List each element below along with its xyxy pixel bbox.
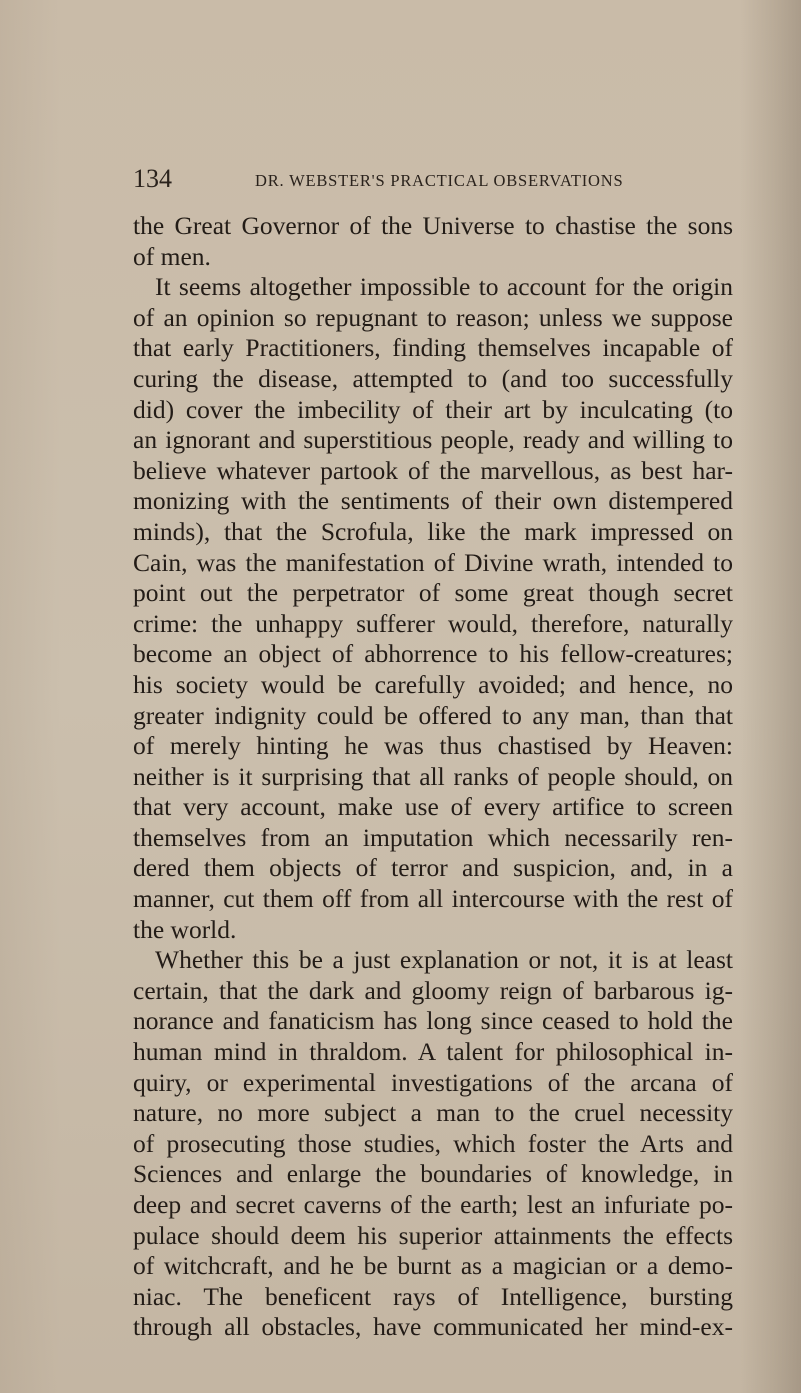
body-text (133, 211, 733, 1343)
text-line: human mind in thraldom. A talent for philosophical in- (133, 1037, 733, 1067)
page-number: 134 (133, 164, 172, 193)
text-line: that very account, make use of every artifice to screen (133, 792, 733, 822)
text-line: the Great Governor of the Universe to chastise the sons (133, 211, 733, 240)
text-line: pulace should deem his superior attainments the effects (133, 1220, 733, 1250)
running-head-title: DR. WEBSTER'S PRACTICAL OBSERVATIONS (255, 171, 624, 190)
text-line: greater indignity could be offered to any man, than that (133, 700, 733, 730)
text-line: crime: the unhappy sufferer would, therefore, naturally (133, 608, 733, 638)
text-line: Sciences and enlarge the boundaries of knowledge, in (133, 1159, 733, 1189)
text-line: themselves from an imputation which necessarily ren- (133, 822, 733, 852)
running-head (133, 160, 733, 196)
text-line: an ignorant and superstitious people, ready and willing to (133, 425, 733, 455)
text-line: of merely hinting he was thus chastised by Heaven: (133, 731, 733, 761)
paragraph-start-line: It seems altogether impossible to account for the origin (155, 272, 733, 302)
paragraph-start-line: Whether this be a just explanation or not, it is at least (155, 945, 733, 975)
text-line: of men. (133, 241, 211, 271)
text-line: nature, no more subject a man to the cruel necessity (133, 1098, 733, 1128)
text-line: that early Practitioners, finding themselves incapable of (133, 333, 733, 363)
text-line: of an opinion so repugnant to reason; unless we suppose (133, 302, 733, 332)
text-line: dered them objects of terror and suspicion, and, in a (133, 853, 733, 883)
text-line: believe whatever partook of the marvellous, as best har- (133, 455, 733, 485)
text-line: become an object of abhorrence to his fellow-creatures; (133, 639, 733, 669)
text-line: point out the perpetrator of some great though secret (133, 578, 733, 608)
text-line: manner, cut them off from all intercourse with the rest of (133, 884, 733, 914)
text-line: monizing with the sentiments of their own distempered (133, 486, 733, 516)
text-line: through all obstacles, have communicated her mind-ex- (133, 1312, 733, 1342)
text-line: of witchcraft, and he be burnt as a magician or a demo- (133, 1251, 733, 1281)
text-line: norance and fanaticism has long since ceased to hold the (133, 1006, 733, 1036)
text-line: the world. (133, 914, 237, 944)
text-line: of prosecuting those studies, which foster the Arts and (133, 1128, 733, 1158)
text-line: curing the disease, attempted to (and too successfully (133, 363, 733, 393)
text-line: niac. The beneficent rays of Intelligence, bursting (133, 1281, 733, 1311)
text-line: Cain, was the manifestation of Divine wrath, intended to (133, 547, 733, 577)
text-line: his society would be carefully avoided; and hence, no (133, 669, 733, 699)
text-line: did) cover the imbecility of their art by inculcating (to (133, 394, 733, 424)
text-line: neither is it surprising that all ranks of people should, on (133, 761, 733, 791)
text-line: certain, that the dark and gloomy reign of barbarous ig- (133, 975, 733, 1005)
text-line: deep and secret caverns of the earth; lest an infuriate po- (133, 1190, 733, 1219)
text-line: minds), that the Scrofula, like the mark impressed on (133, 516, 733, 546)
text-line: quiry, or experimental investigations of the arcana of (133, 1067, 733, 1097)
